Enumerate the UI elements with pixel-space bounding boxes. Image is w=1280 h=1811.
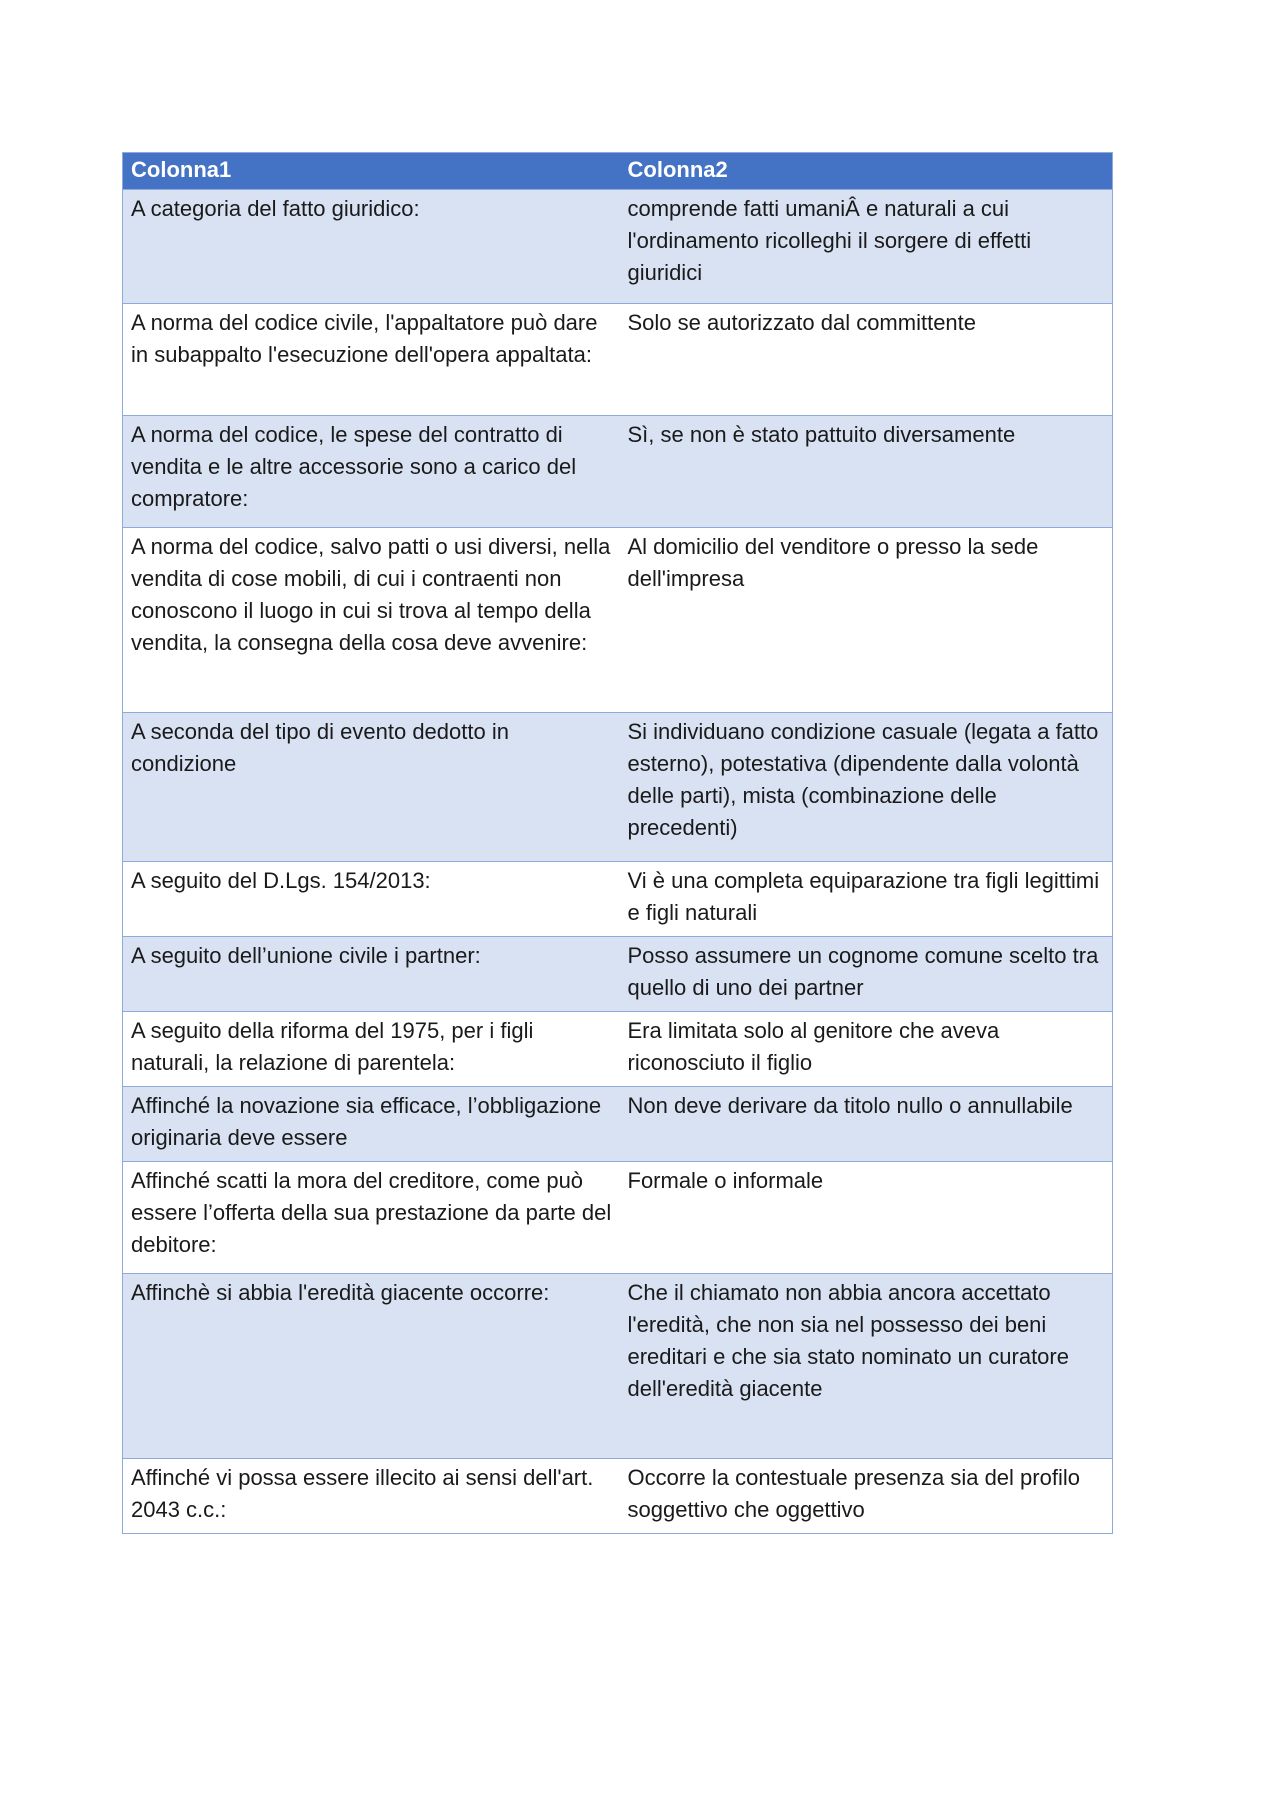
- table-row: [123, 1274, 1113, 1459]
- answer-cell: Sì, se non è stato pattuito diversamente: [620, 416, 1113, 528]
- question-cell: Affinchè si abbia l'eredità giacente occorre:: [123, 1274, 620, 1459]
- table-row: [123, 528, 1113, 713]
- question-cell: A categoria del fatto giuridico:: [123, 190, 620, 304]
- table-row: [123, 937, 1113, 1012]
- question-cell: A seguito del D.Lgs. 154/2013:: [123, 862, 620, 937]
- answer-cell: comprende fatti umaniÂ e naturali a cui l'ordinamento ricolleghi il sorgere di effetti giuridici: [620, 190, 1113, 304]
- question-cell: Affinché scatti la mora del creditore, come può essere l’offerta della sua prestazione da parte del debitore:: [123, 1162, 620, 1274]
- question-cell: A seguito della riforma del 1975, per i figli naturali, la relazione di parentela:: [123, 1012, 620, 1087]
- table-row: [123, 713, 1113, 862]
- answer-cell: Si individuano condizione casuale (legata a fatto esterno), potestativa (dipendente dalla volontà delle parti), mista (combinazione delle precedenti): [620, 713, 1113, 862]
- qa-table: [122, 152, 1113, 1534]
- table-body: [123, 190, 1113, 1534]
- table-row: [123, 1087, 1113, 1162]
- table-row: [123, 1459, 1113, 1534]
- answer-cell: Vi è una completa equiparazione tra figli legittimi e figli naturali: [620, 862, 1113, 937]
- table-row: [123, 1162, 1113, 1274]
- document-page: [122, 152, 1112, 1534]
- table-row: [123, 862, 1113, 937]
- answer-cell: Che il chiamato non abbia ancora accettato l'eredità, che non sia nel possesso dei beni ereditari e che sia stato nominato un curatore dell'eredità giacente: [620, 1274, 1113, 1459]
- answer-cell: Occorre la contestuale presenza sia del profilo soggettivo che oggettivo: [620, 1459, 1113, 1534]
- answer-cell: Non deve derivare da titolo nullo o annullabile: [620, 1087, 1113, 1162]
- answer-cell: Al domicilio del venditore o presso la sede dell'impresa: [620, 528, 1113, 713]
- table-row: [123, 190, 1113, 304]
- question-cell: A seguito dell’unione civile i partner:: [123, 937, 620, 1012]
- answer-cell: Era limitata solo al genitore che aveva riconosciuto il figlio: [620, 1012, 1113, 1087]
- answer-cell: Solo se autorizzato dal committente: [620, 304, 1113, 416]
- table-row: [123, 304, 1113, 416]
- question-cell: A norma del codice, le spese del contratto di vendita e le altre accessorie sono a carico del compratore:: [123, 416, 620, 528]
- table-row: [123, 1012, 1113, 1087]
- question-cell: A norma del codice civile, l'appaltatore può dare in subappalto l'esecuzione dell'opera appaltata:: [123, 304, 620, 416]
- question-cell: A norma del codice, salvo patti o usi diversi, nella vendita di cose mobili, di cui i contraenti non conoscono il luogo in cui si trova al tempo della vendita, la consegna della cosa deve avvenire:: [123, 528, 620, 713]
- question-cell: A seconda del tipo di evento dedotto in condizione: [123, 713, 620, 862]
- question-cell: Affinché la novazione sia efficace, l’obbligazione originaria deve essere: [123, 1087, 620, 1162]
- table-header: [123, 153, 1113, 190]
- header-colonna2: Colonna2: [620, 153, 1113, 190]
- table-row: [123, 416, 1113, 528]
- header-row: [123, 153, 1113, 190]
- header-colonna1: Colonna1: [123, 153, 620, 190]
- answer-cell: Formale o informale: [620, 1162, 1113, 1274]
- question-cell: Affinché vi possa essere illecito ai sensi dell'art. 2043 c.c.:: [123, 1459, 620, 1534]
- answer-cell: Posso assumere un cognome comune scelto tra quello di uno dei partner: [620, 937, 1113, 1012]
